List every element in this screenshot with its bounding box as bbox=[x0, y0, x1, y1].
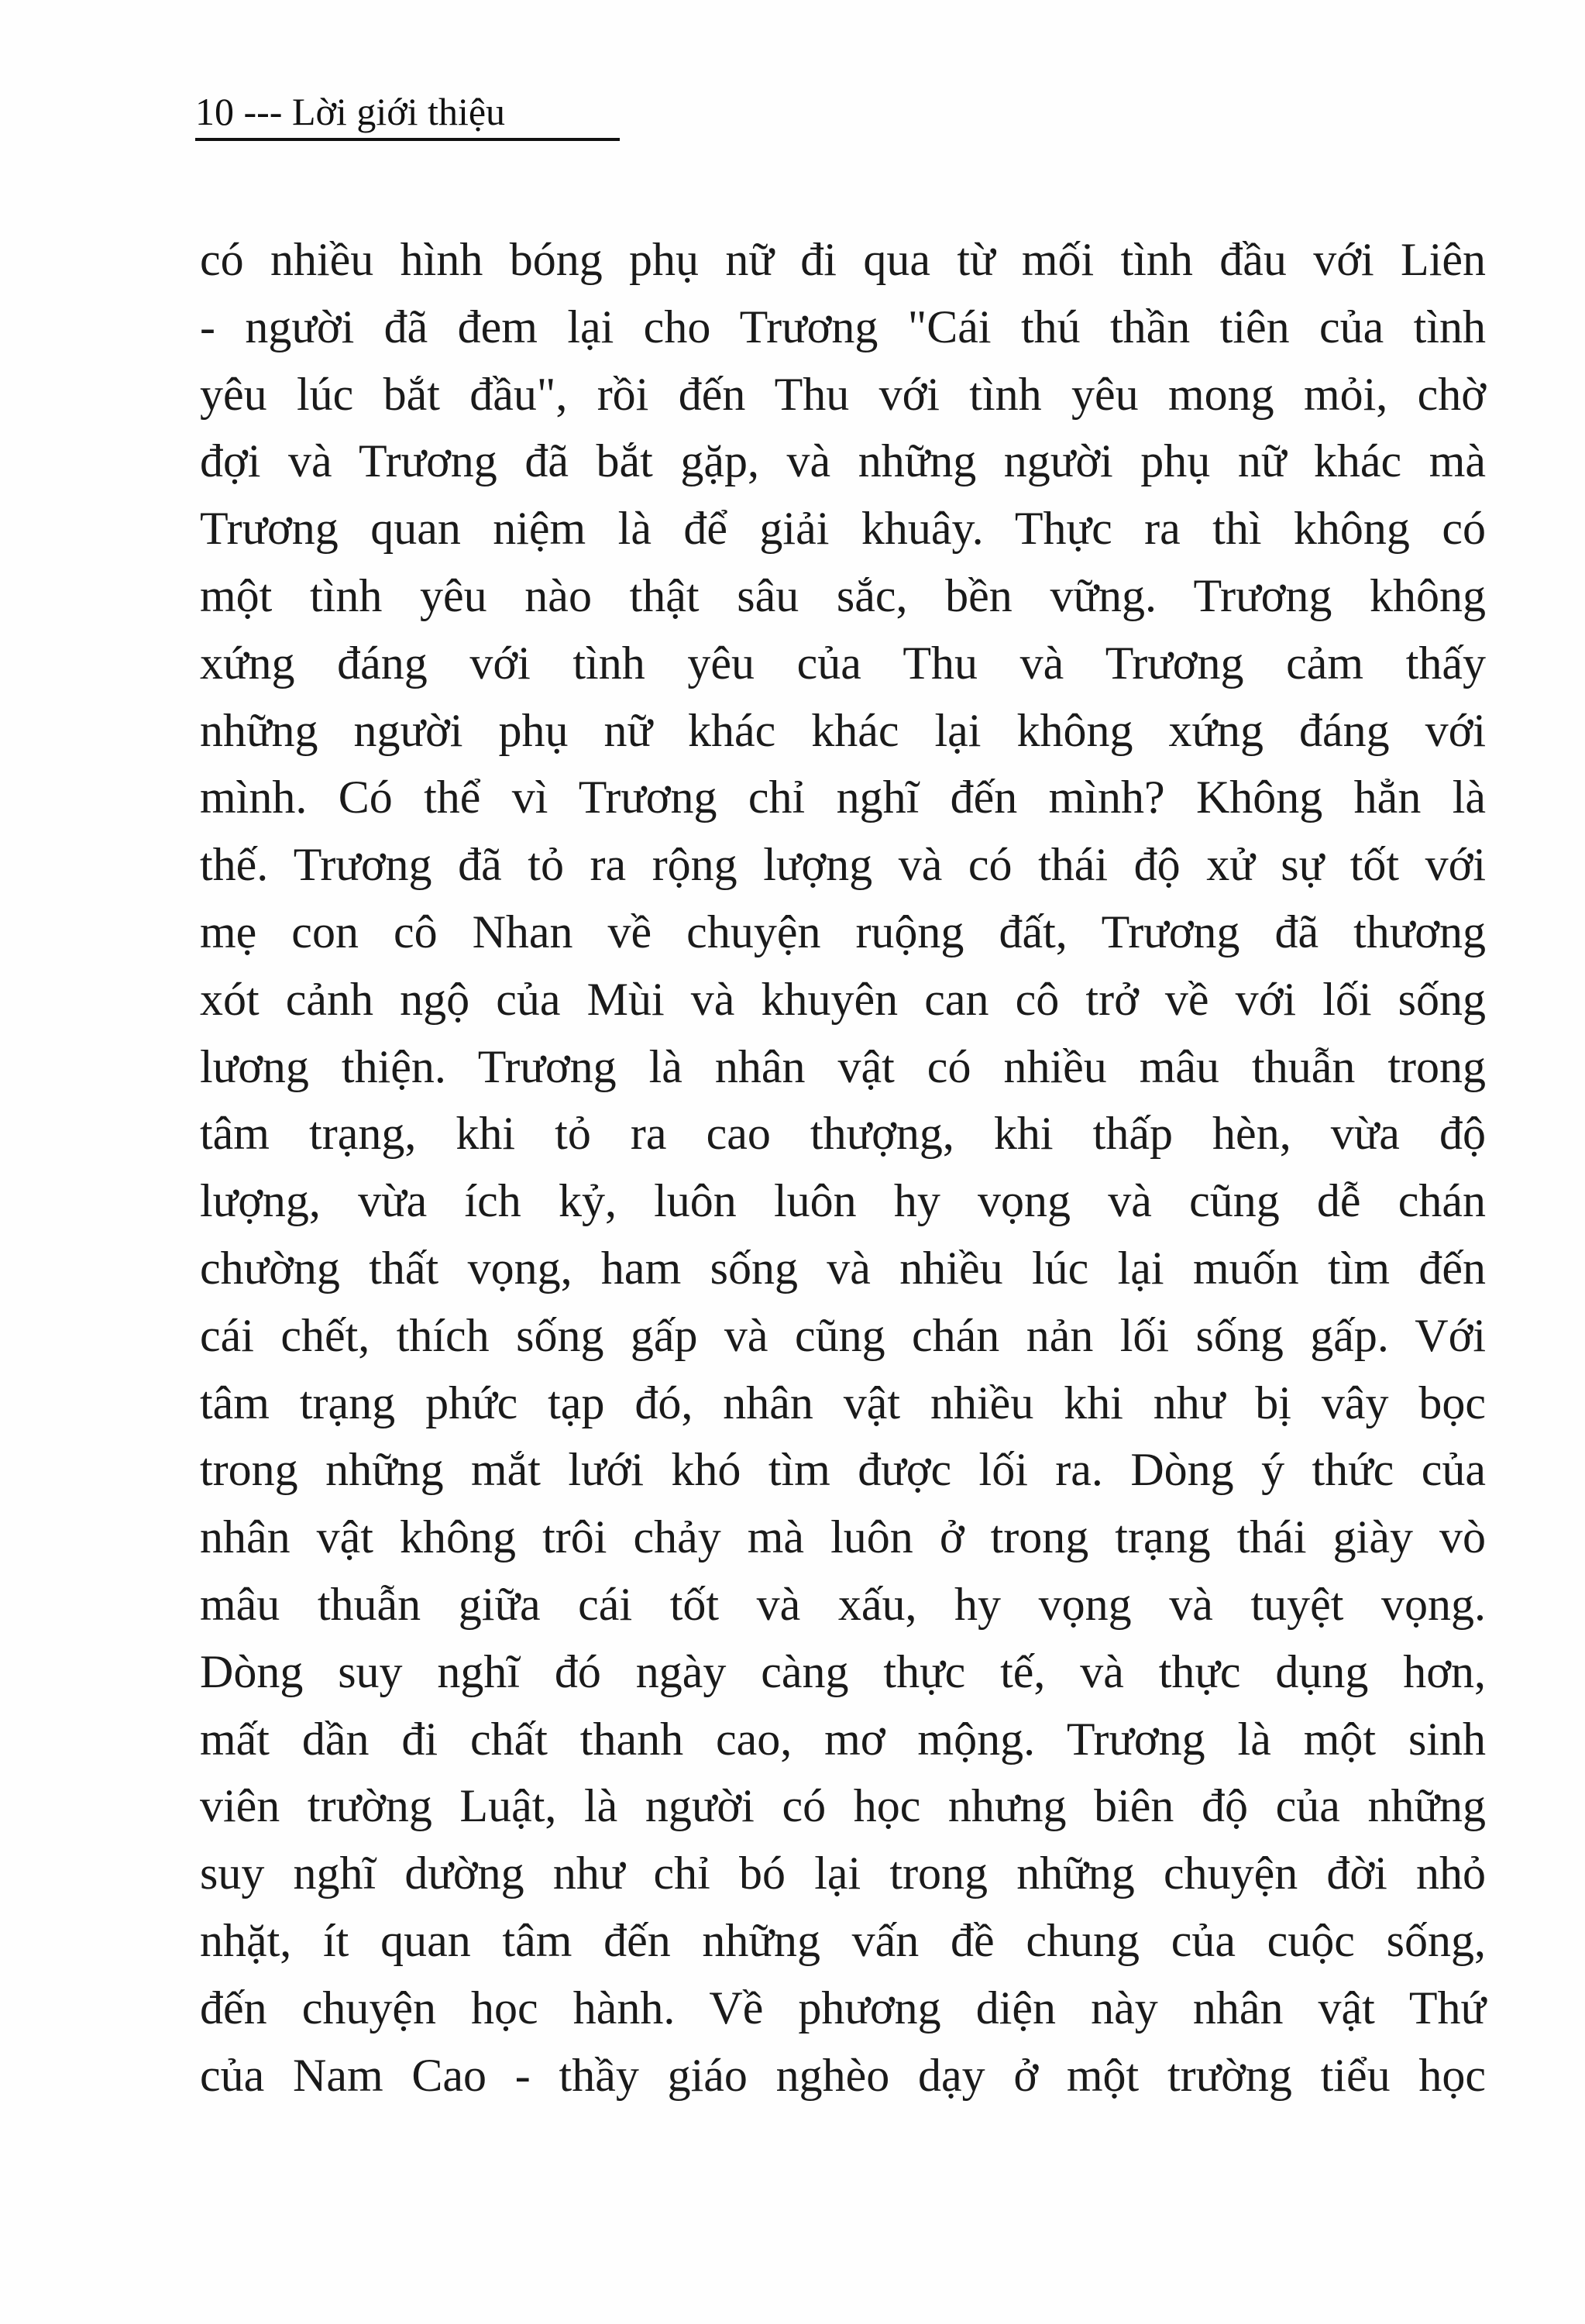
text-line: có nhiều hình bóng phụ nữ đi qua từ mối tình đầu với Liên bbox=[200, 234, 1486, 285]
header-rule bbox=[195, 138, 620, 141]
text-line: những người phụ nữ khác khác lại không xứng đáng với bbox=[200, 704, 1486, 756]
text-line: suy nghĩ dường như chỉ bó lại trong những chuyện đời nhỏ bbox=[200, 1848, 1486, 1899]
text-line: nhân vật không trôi chảy mà luôn ở trong trạng thái giày vò bbox=[200, 1511, 1486, 1563]
text-line: cái chết, thích sống gấp và cũng chán nản lối sống gấp. Với bbox=[200, 1309, 1486, 1361]
text-line: nhặt, ít quan tâm đến những vấn đề chung của cuộc sống, bbox=[200, 1914, 1486, 1966]
text-line: - người đã đem lại cho Trương "Cái thú thần tiên của tình bbox=[200, 301, 1486, 352]
text-line: chường thất vọng, ham sống và nhiều lúc lại muốn tìm đến bbox=[200, 1242, 1486, 1294]
text-line: lương thiện. Trương là nhân vật có nhiều mâu thuẫn trong bbox=[200, 1040, 1486, 1092]
body-text bbox=[200, 226, 1486, 2109]
text-line: xót cảnh ngộ của Mùi và khuyên can cô trở về với lối sống bbox=[200, 973, 1486, 1025]
text-line: mình. Có thể vì Trương chỉ nghĩ đến mình? Không hẳn là bbox=[200, 772, 1486, 823]
text-line: đến chuyện học hành. Về phương diện này nhân vật Thứ bbox=[200, 1982, 1486, 2033]
text-line: yêu lúc bắt đầu", rồi đến Thu với tình yêu mong mỏi, chờ bbox=[200, 368, 1486, 420]
text-line: mất dần đi chất thanh cao, mơ mộng. Trương là một sinh bbox=[200, 1713, 1486, 1765]
text-line: mâu thuẫn giữa cái tốt và xấu, hy vọng và tuyệt vọng. bbox=[200, 1578, 1486, 1630]
text-line: lượng, vừa ích kỷ, luôn luôn hy vọng và cũng dễ chán bbox=[200, 1175, 1486, 1227]
text-line: đợi và Trương đã bắt gặp, và những người phụ nữ khác mà bbox=[200, 435, 1486, 487]
text-line: của Nam Cao - thầy giáo nghèo dạy ở một trường tiểu học bbox=[200, 2049, 1486, 2101]
text-line: viên trường Luật, là người có học nhưng biên độ của những bbox=[200, 1780, 1486, 1832]
text-line: một tình yêu nào thật sâu sắc, bền vững. Trương không bbox=[200, 569, 1486, 621]
text-line: xứng đáng với tình yêu của Thu và Trương cảm thấy bbox=[200, 637, 1486, 689]
text-line: trong những mắt lưới khó tìm được lối ra. Dòng ý thức của bbox=[200, 1444, 1486, 1496]
text-line: Trương quan niệm là để giải khuây. Thực ra thì không có bbox=[200, 503, 1486, 555]
running-header: 10 --- Lời giới thiệu bbox=[195, 90, 506, 133]
text-line: thế. Trương đã tỏ ra rộng lượng và có thái độ xử sự tốt với bbox=[200, 839, 1486, 891]
text-line: Dòng suy nghĩ đó ngày càng thực tế, và thực dụng hơn, bbox=[200, 1645, 1486, 1697]
text-line: tâm trạng, khi tỏ ra cao thượng, khi thấp hèn, vừa độ bbox=[200, 1108, 1486, 1160]
text-line: tâm trạng phức tạp đó, nhân vật nhiều khi như bị vây bọc bbox=[200, 1377, 1486, 1428]
text-line: mẹ con cô Nhan về chuyện ruộng đất, Trương đã thương bbox=[200, 906, 1486, 957]
